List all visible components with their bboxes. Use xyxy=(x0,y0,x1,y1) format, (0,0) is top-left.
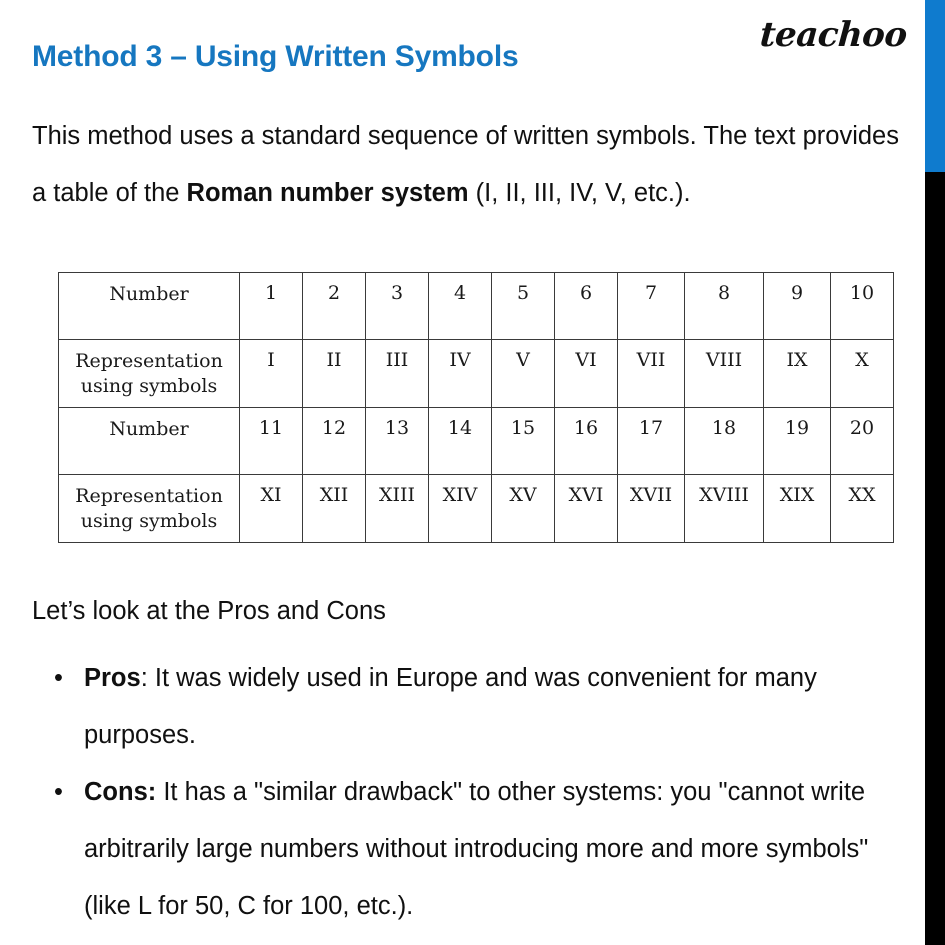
row-label-number-1: Number xyxy=(59,273,240,340)
cell-1-1: 1 xyxy=(240,273,303,340)
row-label-representation-2 xyxy=(59,475,240,543)
intro-text-part1: This method uses a standard sequence of written symbols. The text provides a table of the xyxy=(32,122,899,207)
bullet-marker-icon: • xyxy=(54,778,63,806)
bullet-text-pros: : It was widely used in Europe and was convenient for many purposes. xyxy=(84,664,817,749)
table-row xyxy=(59,408,894,475)
table-row xyxy=(59,273,894,340)
right-edge-decoration-bar xyxy=(925,0,945,945)
row-label-number-2: Number xyxy=(59,408,240,475)
label-line-1: Representation xyxy=(75,485,223,507)
cell-2-9: IX xyxy=(764,340,831,408)
cell-1-10: 10 xyxy=(831,273,894,340)
intro-paragraph xyxy=(32,108,916,222)
cell-2-6: VI xyxy=(555,340,618,408)
label-line-2: using symbols xyxy=(80,510,218,532)
page-title: Method 3 – Using Written Symbols xyxy=(32,40,519,73)
cell-3-9: 19 xyxy=(764,408,831,475)
cell-4-8: XVIII xyxy=(685,475,764,543)
cell-4-1: XI xyxy=(240,475,303,543)
row-label-representation-1 xyxy=(59,340,240,408)
table-row xyxy=(59,475,894,543)
teachoo-logo: teachoo xyxy=(758,15,909,55)
cell-2-1: I xyxy=(240,340,303,408)
cell-1-8: 8 xyxy=(685,273,764,340)
bullet-label-pros: Pros xyxy=(84,664,141,692)
cell-2-10: X xyxy=(831,340,894,408)
label-line-2: using symbols xyxy=(80,375,218,397)
list-item xyxy=(32,650,916,764)
bullet-marker-icon: • xyxy=(54,664,63,692)
cell-2-2: II xyxy=(303,340,366,408)
bullet-label-cons: Cons: xyxy=(84,778,157,806)
cell-3-1: 11 xyxy=(240,408,303,475)
cell-3-10: 20 xyxy=(831,408,894,475)
cell-4-3: XIII xyxy=(366,475,429,543)
cell-2-4: IV xyxy=(429,340,492,408)
cell-3-8: 18 xyxy=(685,408,764,475)
cell-1-9: 9 xyxy=(764,273,831,340)
cell-2-3: III xyxy=(366,340,429,408)
cell-2-8: VIII xyxy=(685,340,764,408)
edge-bar-blue-segment xyxy=(925,0,945,172)
cell-2-5: V xyxy=(492,340,555,408)
cell-1-7: 7 xyxy=(618,273,685,340)
intro-emphasis: Roman number system xyxy=(186,179,469,207)
cell-3-7: 17 xyxy=(618,408,685,475)
cell-1-3: 3 xyxy=(366,273,429,340)
table-row xyxy=(59,340,894,408)
cell-4-9: XIX xyxy=(764,475,831,543)
label-line-1: Representation xyxy=(75,350,223,372)
cell-4-7: XVII xyxy=(618,475,685,543)
cell-1-2: 2 xyxy=(303,273,366,340)
roman-numeral-table xyxy=(58,272,894,543)
cell-3-4: 14 xyxy=(429,408,492,475)
cell-3-3: 13 xyxy=(366,408,429,475)
cell-4-10: XX xyxy=(831,475,894,543)
pros-cons-list xyxy=(32,650,916,935)
cell-4-6: XVI xyxy=(555,475,618,543)
cell-1-6: 6 xyxy=(555,273,618,340)
cell-3-5: 15 xyxy=(492,408,555,475)
cell-1-5: 5 xyxy=(492,273,555,340)
edge-bar-dark-segment xyxy=(925,172,945,945)
cell-4-2: XII xyxy=(303,475,366,543)
bullet-text-cons: It has a "similar drawback" to other systems: you "cannot write arbitrarily large numbers without introducing more and more symbols" (like L for 50, C for 100, etc.). xyxy=(84,778,869,920)
cell-4-5: XV xyxy=(492,475,555,543)
intro-text-part2: (I, II, III, IV, V, etc.). xyxy=(468,179,691,207)
cell-3-6: 16 xyxy=(555,408,618,475)
cell-4-4: XIV xyxy=(429,475,492,543)
pros-cons-lead-line: Let’s look at the Pros and Cons xyxy=(32,597,386,625)
cell-2-7: VII xyxy=(618,340,685,408)
cell-1-4: 4 xyxy=(429,273,492,340)
list-item xyxy=(32,764,916,935)
cell-3-2: 12 xyxy=(303,408,366,475)
